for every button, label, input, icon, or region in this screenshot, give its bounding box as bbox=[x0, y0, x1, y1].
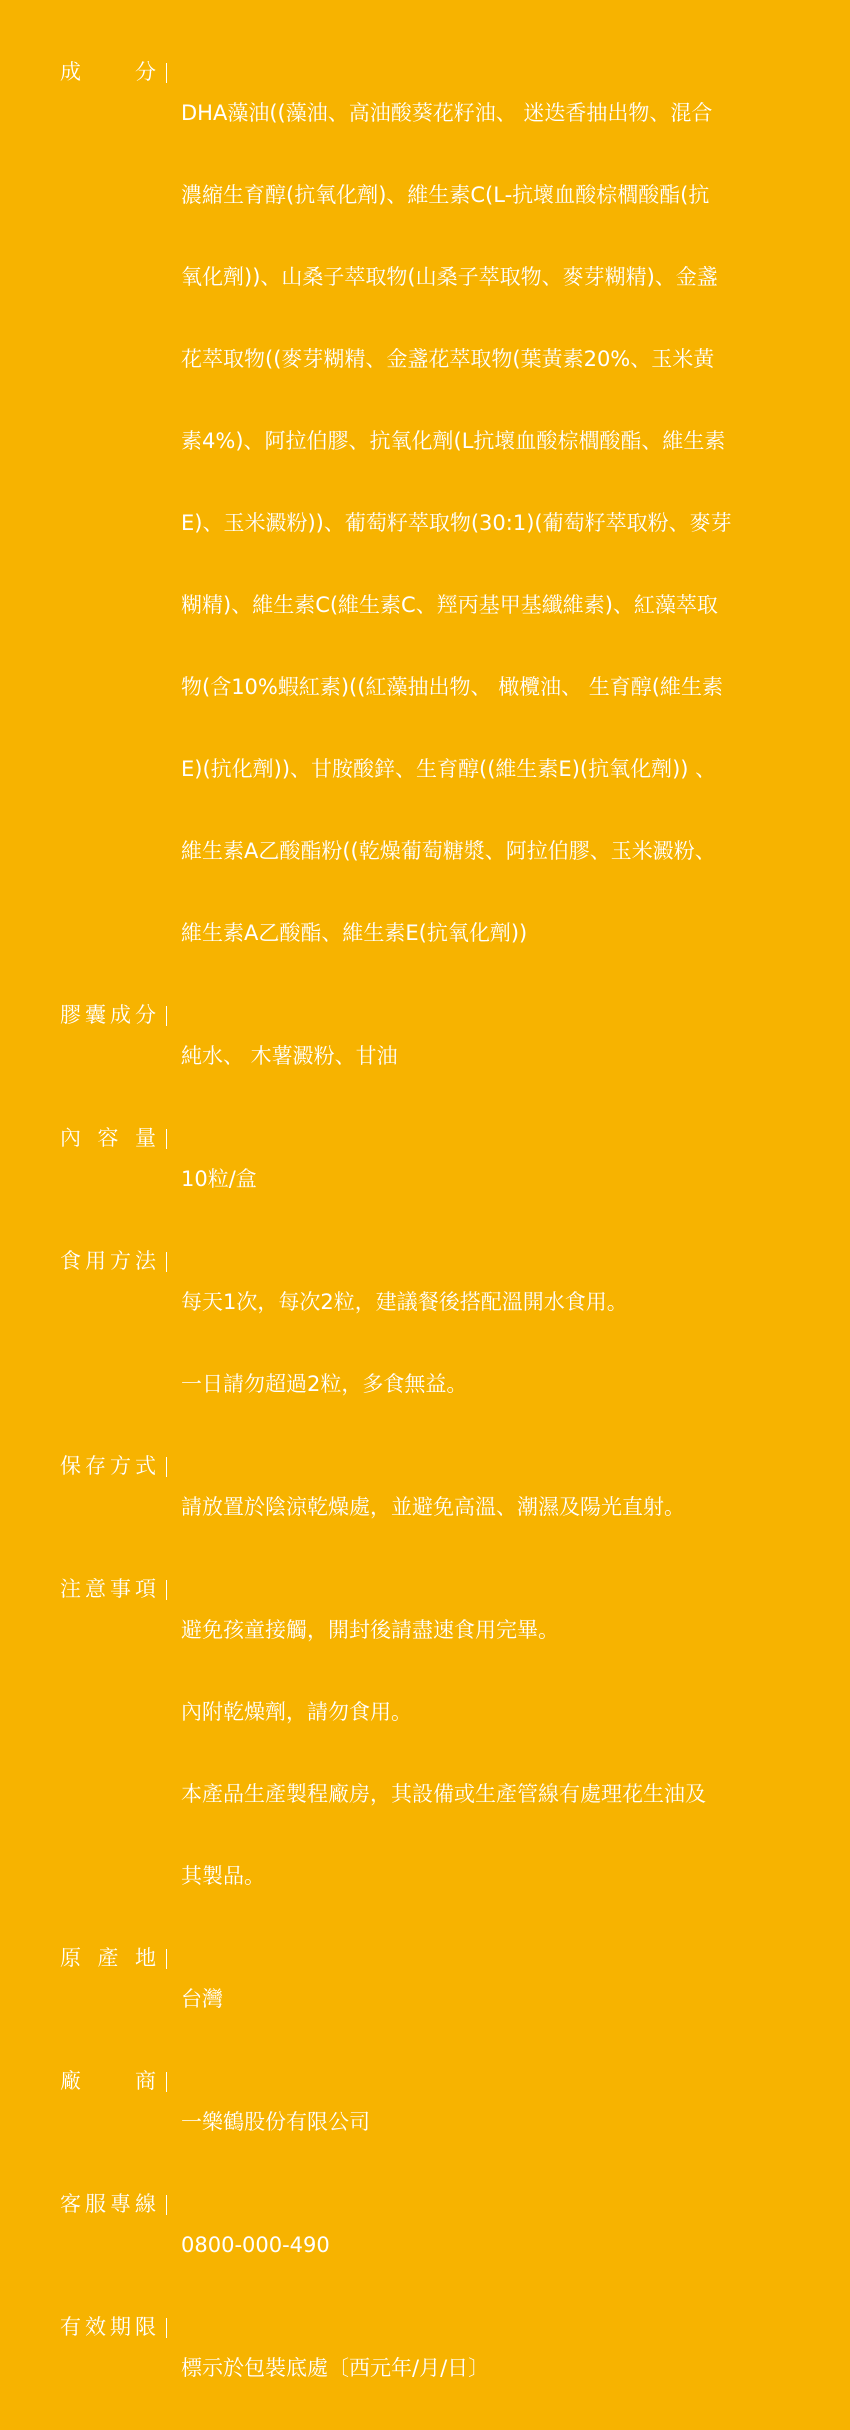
spec-value bbox=[181, 1118, 850, 1241]
spec-line: 內附乾燥劑，請勿食用。 bbox=[181, 1700, 412, 1724]
spec-line: DHA藻油((藻油、高油酸葵花籽油、 迷迭香抽出物、混合 bbox=[181, 101, 713, 125]
spec-line: 一日請勿超過2粒，多食無益。 bbox=[181, 1372, 468, 1396]
spec-line: E)、玉米澱粉))、葡萄籽萃取物(30:1)(葡萄籽萃取粉、麥芽 bbox=[181, 511, 732, 535]
spec-label: 成分 bbox=[60, 60, 156, 84]
spec-line: 本產品生產製程廠房，其設備或生產管線有處理花生油及 bbox=[181, 1782, 706, 1806]
spec-value bbox=[181, 1241, 850, 1446]
divider bbox=[166, 2318, 167, 2338]
spec-line: 濃縮生育醇(抗氧化劑)、維生素C(L-抗壞血酸棕櫚酸酯(抗 bbox=[181, 183, 710, 207]
spec-line: E)(抗化劑))、甘胺酸鋅、生育醇((維生素E)(抗氧化劑)) 、 bbox=[181, 757, 717, 781]
spec-row-usage bbox=[60, 1241, 850, 1446]
spec-label: 原產地 bbox=[60, 1946, 156, 1970]
spec-line: 一樂鶴股份有限公司 bbox=[181, 2110, 370, 2134]
spec-value bbox=[181, 995, 850, 1118]
spec-line: 維生素A乙酸酯、維生素E(抗氧化劑)) bbox=[181, 921, 528, 945]
spec-line: 花萃取物((麥芽糊精、金盞花萃取物(葉黃素20%、玉米黃 bbox=[181, 347, 715, 371]
spec-label: 保存方式 bbox=[60, 1454, 156, 1478]
spec-label: 廠商 bbox=[60, 2069, 156, 2093]
spec-row-expiry bbox=[60, 2307, 850, 2430]
spec-line: 避免孩童接觸，開封後請盡速食用完畢。 bbox=[181, 1618, 559, 1642]
spec-line: 其製品。 bbox=[181, 1864, 265, 1888]
spec-value bbox=[181, 1569, 850, 1938]
spec-value bbox=[181, 2184, 850, 2307]
spec-line: 糊精)、維生素C(維生素C、羥丙基甲基纖維素)、紅藻萃取 bbox=[181, 593, 718, 617]
divider bbox=[166, 2072, 167, 2092]
spec-value bbox=[181, 1938, 850, 2061]
spec-row-manufacturer bbox=[60, 2061, 850, 2184]
spec-line: 台灣 bbox=[181, 1987, 223, 2011]
spec-line: 維生素A乙酸酯粉((乾燥葡萄糖漿、阿拉伯膠、玉米澱粉、 bbox=[181, 839, 716, 863]
spec-value bbox=[181, 2307, 850, 2430]
spec-row-ingredients bbox=[60, 52, 850, 995]
spec-label: 食用方法 bbox=[60, 1249, 156, 1273]
spec-line: 物(含10%蝦紅素)((紅藻抽出物、 橄欖油、 生育醇(維生素 bbox=[181, 675, 723, 699]
spec-line: 每天1次，每次2粒，建議餐後搭配溫開水食用。 bbox=[181, 1290, 628, 1314]
divider bbox=[166, 1457, 167, 1477]
spec-line: 純水、 木薯澱粉、甘油 bbox=[181, 1044, 398, 1068]
divider bbox=[166, 1580, 167, 1600]
spec-label: 注意事項 bbox=[60, 1577, 156, 1601]
spec-label: 客服專線 bbox=[60, 2192, 156, 2216]
spec-value bbox=[181, 52, 850, 995]
spec-line: 標示於包裝底處〔西元年/月/日〕 bbox=[181, 2356, 490, 2380]
divider bbox=[166, 2195, 167, 2215]
spec-row-storage bbox=[60, 1446, 850, 1569]
divider bbox=[166, 63, 167, 83]
divider bbox=[166, 1949, 167, 1969]
spec-line: 10粒/盒 bbox=[181, 1167, 257, 1191]
spec-row-origin bbox=[60, 1938, 850, 2061]
spec-value bbox=[181, 2061, 850, 2184]
spec-label: 膠囊成分 bbox=[60, 1003, 156, 1027]
spec-label: 有效期限 bbox=[60, 2315, 156, 2339]
spec-row-contents bbox=[60, 1118, 850, 1241]
spec-line: 請放置於陰涼乾燥處，並避免高溫、潮濕及陽光直射。 bbox=[181, 1495, 685, 1519]
spec-line: 素4%)、阿拉伯膠、抗氧化劑(L抗壞血酸棕櫚酸酯、維生素 bbox=[181, 429, 726, 453]
spec-line: 氧化劑))、山桑子萃取物(山桑子萃取物、麥芽糊精)、金盞 bbox=[181, 265, 718, 289]
spec-line: 0800-000-490 bbox=[181, 2233, 330, 2257]
divider bbox=[166, 1252, 167, 1272]
divider bbox=[166, 1006, 167, 1026]
divider bbox=[166, 1129, 167, 1149]
spec-row-capsule-ingredients bbox=[60, 995, 850, 1118]
spec-label: 內容量 bbox=[60, 1126, 156, 1150]
spec-row-precautions bbox=[60, 1569, 850, 1938]
spec-value bbox=[181, 1446, 850, 1569]
spec-row-customer-service bbox=[60, 2184, 850, 2307]
